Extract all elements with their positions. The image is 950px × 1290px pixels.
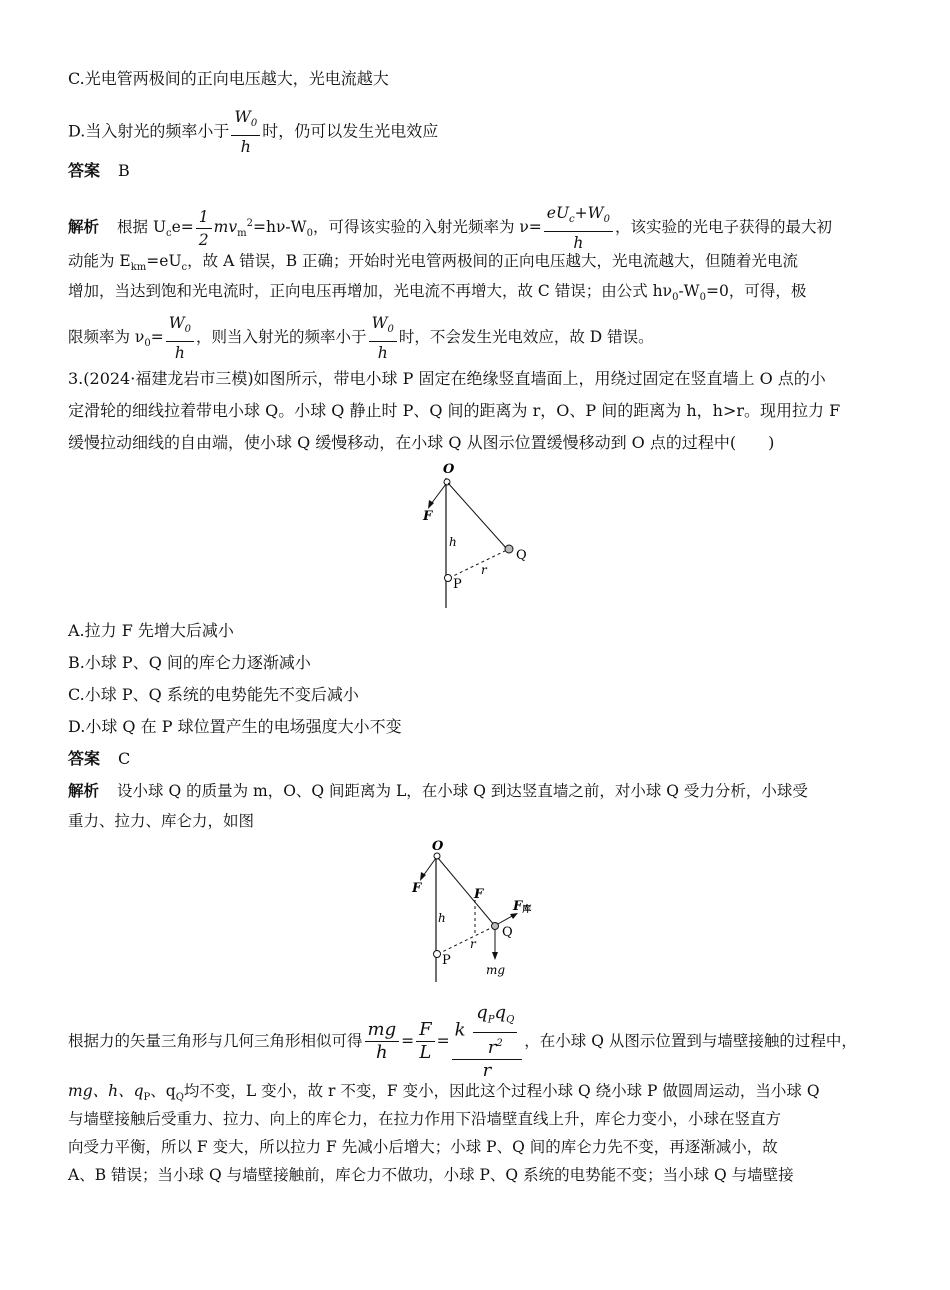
label-h: h	[449, 535, 457, 549]
label-o: O	[432, 839, 444, 854]
ball-q	[505, 545, 513, 553]
answer-value: B	[118, 161, 130, 180]
q2-explanation-line-4: 限频率为 $\nu_0=$ $\frac{W_0}{h}$ ，则当入射光的频率小于 $\frac{W_0}{h}$ 时，不会发生光电效应，故 D 错误。	[68, 314, 654, 363]
arrow-gravity	[492, 952, 498, 960]
fraction-w0-over-h: $\frac{W_0}{h}$	[231, 106, 260, 158]
q3-stem-line-2: 定滑轮的细线拉着带电小球 Q。小球 Q 静止时 P、Q 间的距离为 r，O、P 间的距离为 h，h>r。现用拉力 F	[68, 401, 841, 420]
force-coulomb	[496, 915, 514, 925]
q3-answer	[68, 748, 130, 770]
fraction-w0-over-h: $\frac{W_0}{h}$	[369, 312, 397, 364]
fraction-frequency: $\frac{eU_c+W_0}{h}$	[544, 202, 613, 254]
label-f-coulomb: F库	[513, 899, 532, 915]
ball-p	[434, 951, 441, 958]
answer-value: C	[118, 749, 131, 768]
q3-figure-2	[398, 838, 548, 984]
string-f	[431, 484, 446, 504]
q3-explanation-line-6: 向受力平衡，所以 F 变大，所以拉力 F 先减小后增大；小球 P、Q 间的库仑力先不变，再逐渐减小，故	[68, 1138, 778, 1156]
dashed-pq	[449, 550, 507, 578]
q3-option-a: A.拉力 F 先增大后减小	[68, 621, 234, 640]
q3-option-b: B.小球 P、Q 间的库仑力逐渐减小	[68, 653, 311, 672]
string-f	[423, 858, 436, 876]
q3-figure-1	[405, 460, 545, 612]
fraction-mg-over-h: $\frac{mg}{h}$	[365, 1019, 400, 1064]
label-f-tension: F	[474, 887, 484, 902]
q3-explanation-line-5: 与墙壁接触后受重力、拉力、向上的库仑力，在拉力作用下沿墙壁直线上升，库仑力变小，小球在竖直方	[68, 1110, 782, 1128]
q2-explanation-line-3: 增加，当达到饱和光电流时，正向电压再增加，光电流不再增大，故 C 错误；由公式 $h\nu_0-W_0=0$，可得，极	[68, 282, 807, 304]
q2-option-d: D.当入射光的频率小于 $\frac{W_0}{h}$ 时，仍可以发生光电效应	[68, 107, 439, 157]
ball-q	[492, 923, 499, 930]
fraction-f-over-l: $\frac{F}{L}$	[416, 1019, 435, 1064]
label-r: r	[481, 563, 487, 577]
q3-explanation-line-3: 根据力的矢量三角形与几何三角形相似可得 $\frac{mg}{h}$ = $\frac{F}{L}$ = k $\frac{q_Pq_Q}{r^2}$ r ，在小球 Q 从图示位置到与墙壁接触的过程中，	[68, 1002, 857, 1081]
q3-stem-line-3: 缓慢拉动细线的自由端，使小球 Q 缓慢移动，在小球 Q 从图示位置缓慢移动到 O 点的过程中( )	[68, 433, 775, 452]
label-f: F	[423, 509, 433, 524]
q2-explanation-line-2: 动能为 $E_{km}=eU_c$，故 A 错误，B 正确；开始时光电管两极间的正向电压越大，光电流越大，但随着光电流	[68, 252, 799, 274]
label-q: Q	[502, 925, 513, 940]
label-p: P	[442, 953, 451, 968]
dashed-pq	[438, 926, 495, 954]
q3-stem-line-1: 3.(2024·福建龙岩市三模)如图所示，带电小球 P 固定在绝缘竖直墙面上，用绕过固定在竖直墙上 O 点的小	[68, 369, 826, 388]
label-o: O	[443, 462, 455, 477]
q3-option-d: D.小球 Q 在 P 球位置产生的电场强度大小不变	[68, 717, 402, 736]
string-oq	[438, 858, 495, 926]
q2-option-c: C.光电管两极间的正向电压越大，光电流越大	[68, 69, 389, 88]
q3-explanation-line-4: mg、h、$q_P$、$q_Q$均不变，L 变小，故 r 不变，F 变小，因此这个过程小球 Q 绕小球 P 做圆周运动，当小球 Q	[68, 1082, 820, 1104]
q3-explanation-line-1: 解析 设小球 Q 的质量为 m，O、Q 间距离为 L，在小球 Q 到达竖直墙之前，对小球 Q 受力分析，小球受	[68, 781, 808, 800]
fraction-coulomb: k $\frac{q_Pq_Q}{r^2}$ r	[452, 1002, 523, 1082]
label-mg: mg	[486, 963, 506, 977]
q2-answer	[68, 160, 130, 182]
fraction-half: $\frac{1}{2}$	[196, 206, 212, 251]
label-r: r	[470, 937, 476, 951]
answer-label: 答案	[68, 749, 101, 768]
q2-explanation-line-1: 解析 根据 $U_ce=$ $\frac{1}{2}$ $mv_m^2=h\nu-W_0$，可得该实验的入射光频率为 ν= $\frac{eU_c+W_0}{h}$ ，该实验的光电子获得的最大初	[68, 204, 832, 253]
label-q: Q	[516, 548, 527, 563]
fraction-w0-over-h: $\frac{W_0}{h}$	[166, 312, 194, 364]
label-f-left: F	[412, 881, 422, 896]
answer-label: 答案	[68, 161, 101, 180]
q3-option-c: C.小球 P、Q 系统的电势能先不变后减小	[68, 685, 359, 704]
q3-explanation-line-2: 重力、拉力、库仑力，如图	[68, 812, 255, 830]
q3-explanation-line-7: A、B 错误；当小球 Q 与墙壁接触前，库仑力不做功，小球 P、Q 系统的电势能不变；当小球 Q 与墙壁接	[68, 1166, 794, 1184]
label-h: h	[438, 911, 446, 925]
ball-p	[445, 575, 452, 582]
label-p: P	[453, 577, 462, 592]
string-oq	[448, 483, 507, 549]
